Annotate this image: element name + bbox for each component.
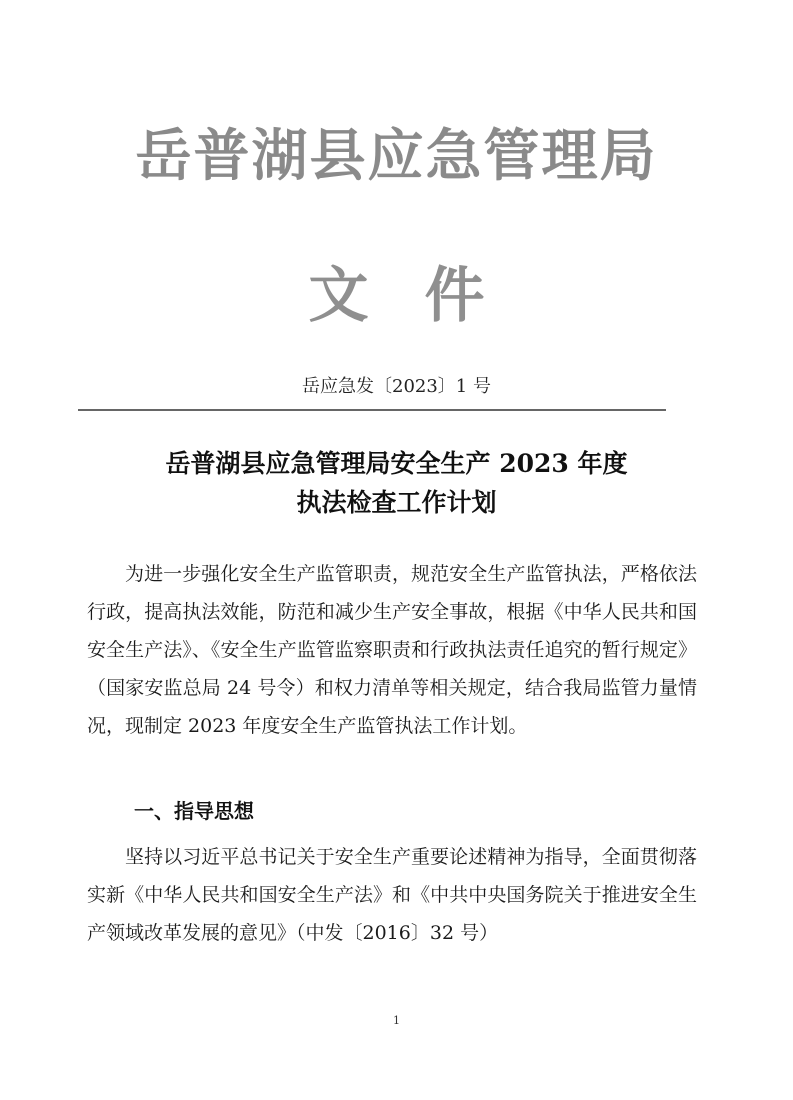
section-heading-guiding-ideology: 一、指导思想 — [134, 799, 254, 823]
document-title-line-2: 执法检查工作计划 — [296, 488, 497, 517]
section-paragraph: 坚持以习近平总书记关于安全生产重要论述精神为指导，全面贯彻落实新《中华人民共和国安全生产法》和《中共中央国务院关于推进安全生产领域改革发展的意见》（中发〔2016〕32 号） — [87, 846, 697, 944]
page-number: 1 — [393, 1014, 400, 1027]
document-type-header: 文件 — [308, 261, 541, 331]
issuer-header: 岳普湖县应急管理局 — [135, 123, 658, 189]
header-divider — [78, 409, 666, 411]
intro-paragraph: 为进一步强化安全生产监管职责，规范安全生产监管执法，严格依法行政，提高执法效能，防范和减少生产安全事故，根据《中华人民共和国安全生产法》、《安全生产监管监察职责和行政执法责任追究的暂行规定》（国家安监总局 24 号令）和权力清单等相关规定，结合我局监管力量情况，现制定 2023 年度安全生产监管执法工作计划。 — [87, 563, 697, 737]
document-title-line-1: 岳普湖县应急管理局安全生产 2023 年度 — [165, 449, 628, 478]
document-number: 岳应急发〔2023〕1 号 — [302, 376, 491, 397]
